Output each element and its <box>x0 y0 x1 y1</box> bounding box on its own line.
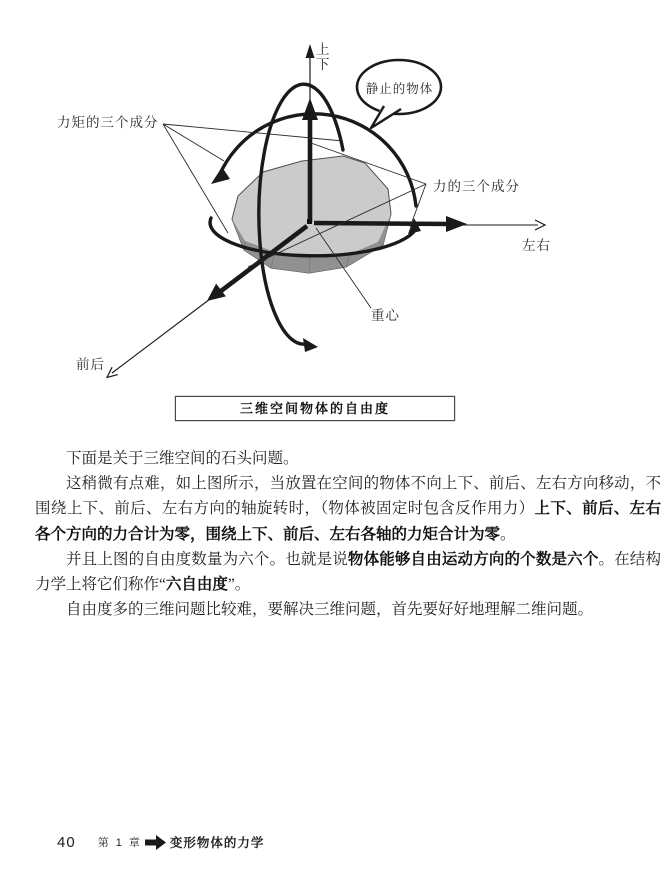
moment-arc-frontback-arrowhead <box>211 167 230 184</box>
diagram-caption: 三维空间物体的自由度 <box>175 396 455 421</box>
force-arrow-right-shaft <box>314 223 450 224</box>
force-arrow-up-head <box>302 98 318 120</box>
moment-arc-leftright-arrowhead <box>303 338 318 352</box>
moment-pointer-2 <box>163 124 224 161</box>
paragraph-3 <box>35 547 661 597</box>
center-of-gravity-label: 重心 <box>371 308 400 323</box>
paragraph-4 <box>35 597 661 622</box>
frontback-axis-line <box>112 296 214 373</box>
axis-updown-label <box>316 42 330 72</box>
axis-up-char: 上 <box>316 42 330 57</box>
p3-bold-2: 六自由度 <box>165 576 228 594</box>
paragraph-1 <box>35 446 661 471</box>
moment-components-label: 力矩的三个成分 <box>57 115 159 130</box>
force-components-label: 力的三个成分 <box>433 179 520 194</box>
chapter-number: 第 1 章 <box>97 837 142 849</box>
p4-text: 自由度多的三维问题比较难，要解决三维问题，首先要好好地理解二维问题。 <box>66 601 594 619</box>
axis-frontback-label: 前后 <box>76 357 105 372</box>
p3-text-1: 并且上图的自由度数量为六个。也就是说 <box>66 550 348 568</box>
force-arrow-right-head <box>446 216 467 232</box>
body-text <box>35 446 661 622</box>
p3-text-2: 。在结构力学上将它们称作“ <box>35 550 661 594</box>
page-footer <box>57 833 264 851</box>
paragraph-2 <box>35 471 661 547</box>
page-number: 40 <box>57 833 76 851</box>
p1-text: 下面是关于三维空间的石头问题。 <box>66 450 299 467</box>
axis-leftright-label: 左右 <box>522 238 551 253</box>
axis-down-char: 下 <box>316 57 330 72</box>
p2-end: 。 <box>500 525 516 543</box>
p2-bold-text: 上下、前后、左右各个方向的力合计为零，围绕上下、前后、左右各轴的力矩合计为零 <box>35 500 661 543</box>
moment-pointer-1 <box>163 124 343 141</box>
chapter-arrow-icon <box>145 834 167 851</box>
p2-text: 这稍微有点难，如上图所示，当放置在空间的物体不向上下、前后、左右方向移动，不围绕上下、前后、左右方向的轴旋转时，（物体被固定时包含反作用力） <box>35 475 661 518</box>
center-of-gravity-dot <box>307 219 312 224</box>
speech-bubble-label: 静止的物体 <box>365 82 434 96</box>
p3-bold-1: 物体能够自由运动方向的个数是六个 <box>347 550 599 568</box>
p3-text-3: ”。 <box>227 576 251 594</box>
chapter-title: 变形物体的力学 <box>169 836 265 850</box>
updown-axis-arrowhead <box>306 44 315 58</box>
